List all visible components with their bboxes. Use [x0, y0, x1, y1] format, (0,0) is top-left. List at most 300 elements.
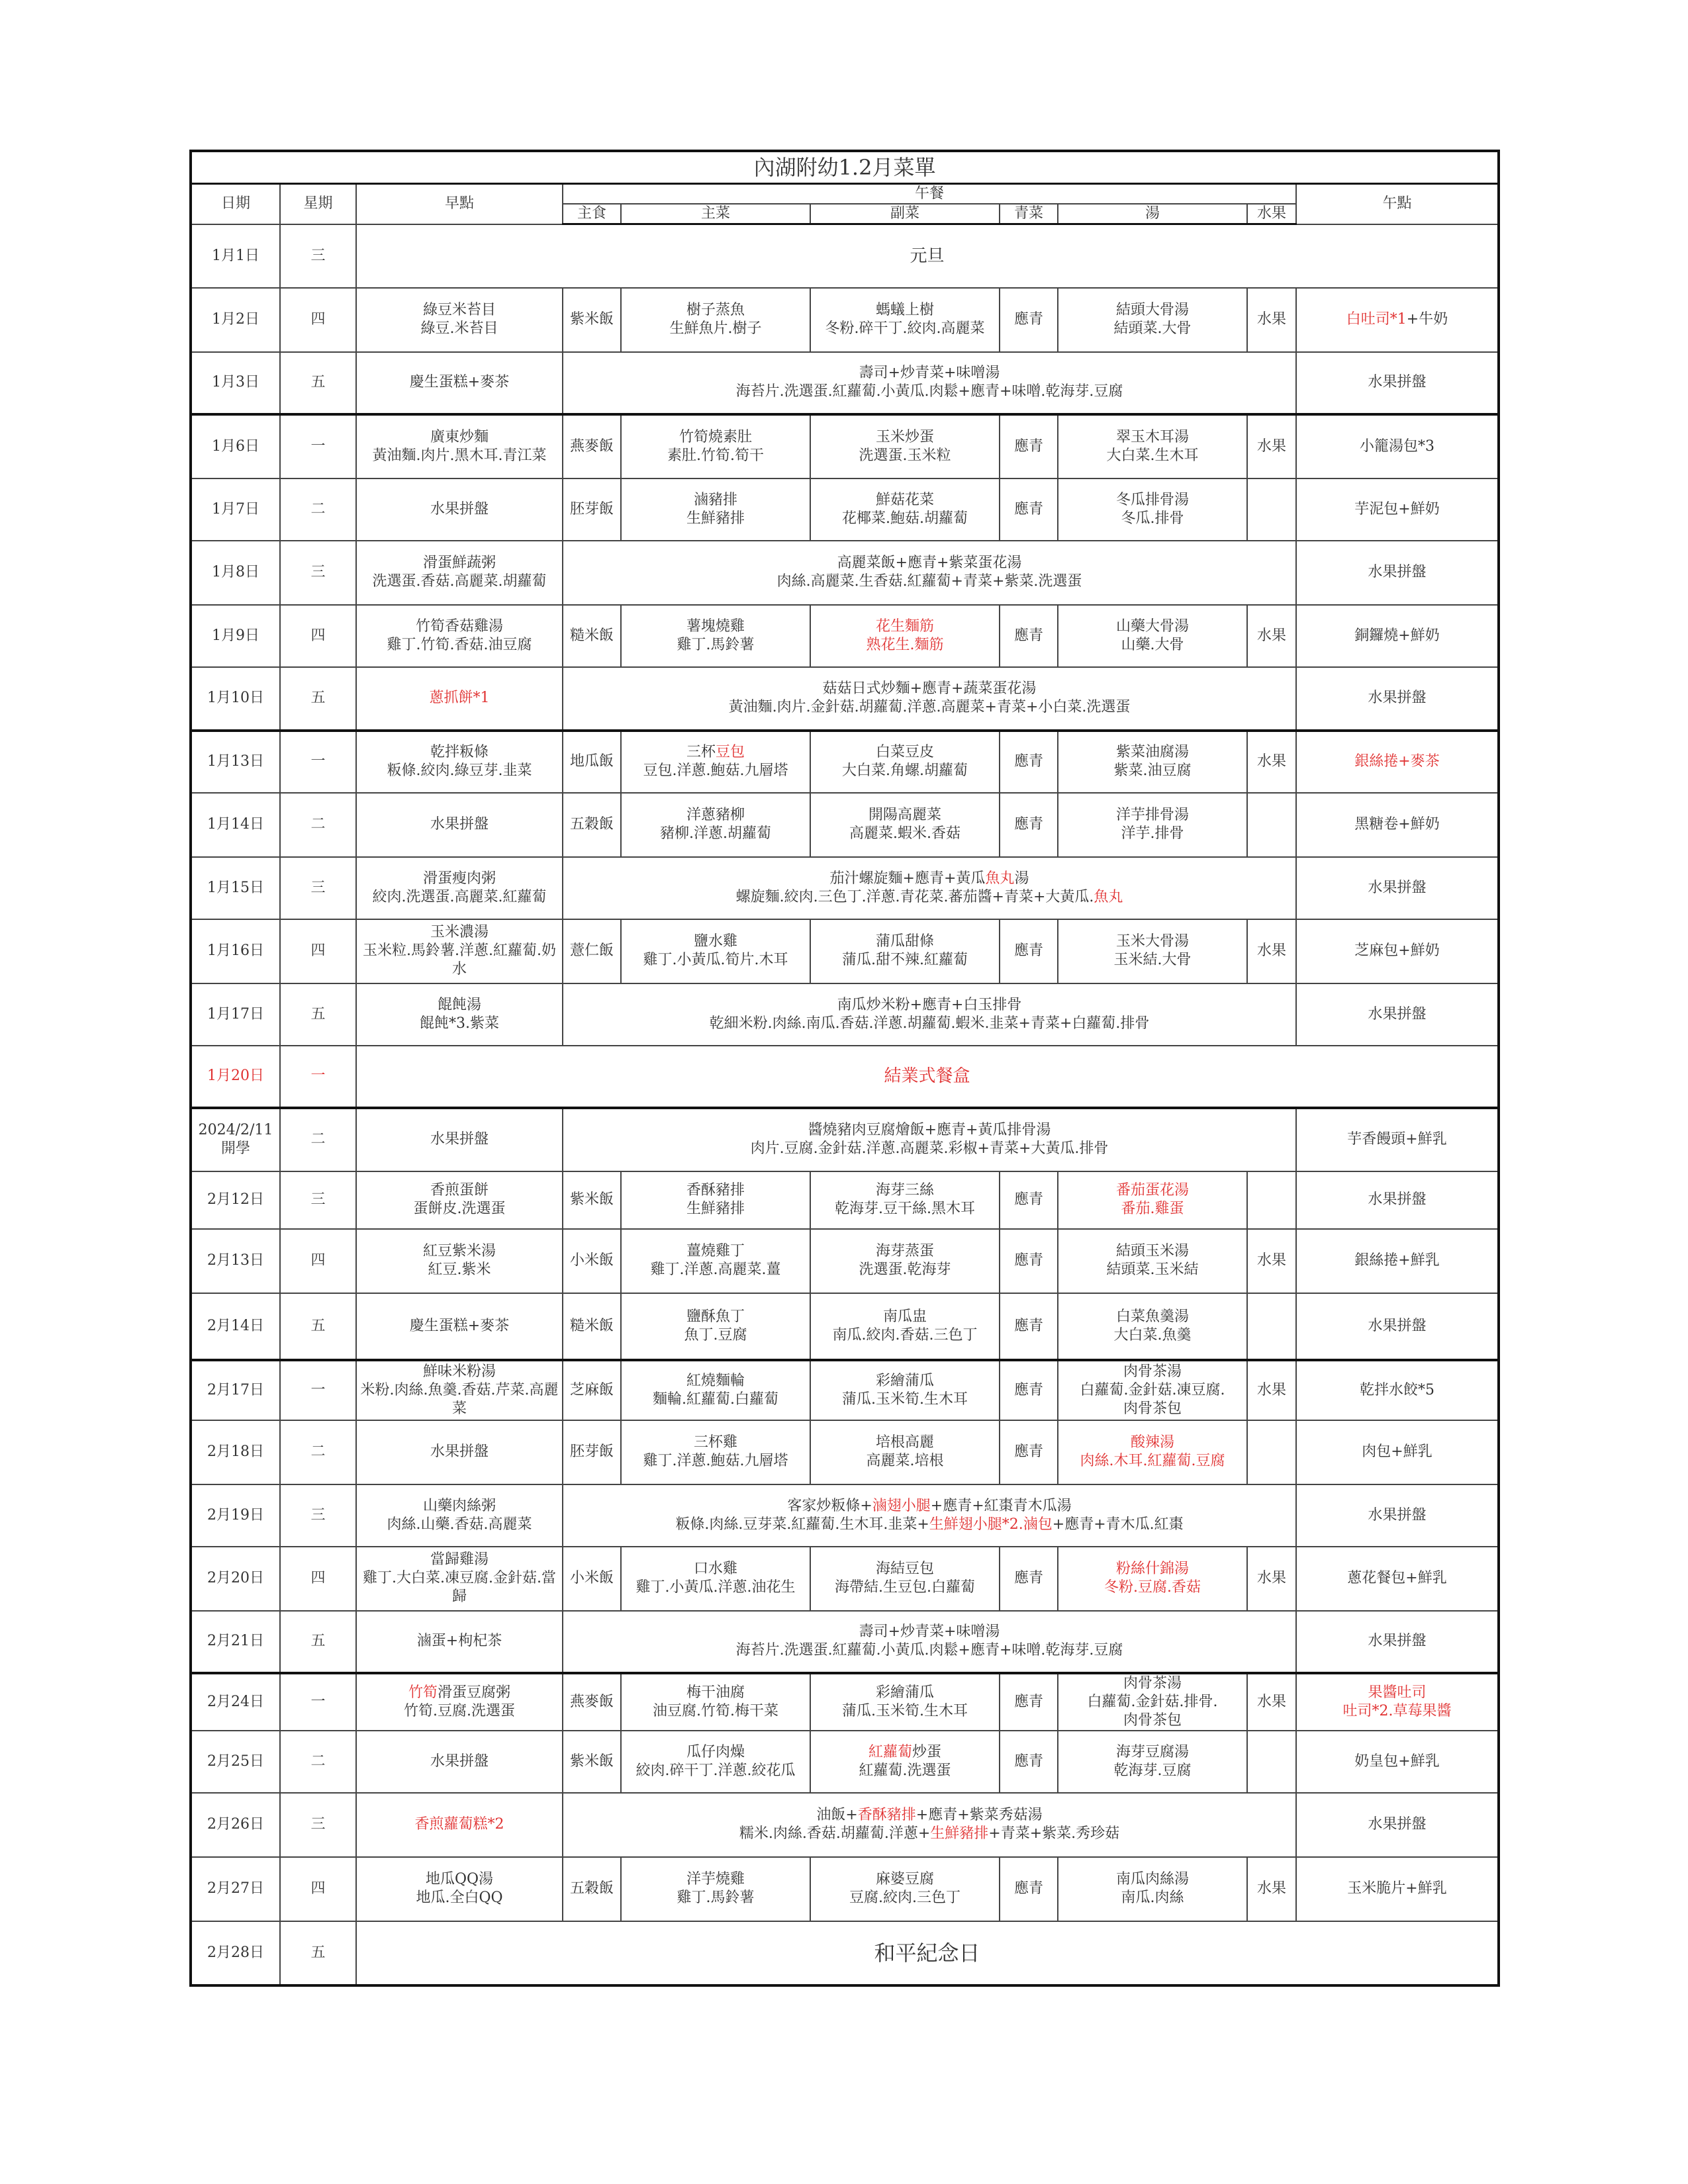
date-text: 2月20日: [207, 1570, 264, 1586]
side-dish-line: 鮮菇花菜: [875, 491, 934, 508]
snack-line: [1299, 1317, 1495, 1336]
snack-segment: 玉米脆片+鮮乳: [1347, 1880, 1447, 1897]
main-dish-segment: 豆包.洋蔥.鮑菇.九層塔: [643, 762, 788, 779]
side-dish-line: 螞蟻上樹: [875, 302, 934, 318]
soup-cell: [1058, 1229, 1247, 1293]
weekday-cell: 四: [280, 1229, 356, 1293]
weekday-cell: 二: [280, 793, 356, 857]
main-dish-line: [624, 743, 807, 762]
soup-line: 乾海芽.豆腐: [1113, 1762, 1192, 1779]
breakfast-line: 山藥肉絲粥: [422, 1497, 496, 1514]
breakfast-line: 滑蛋鮮蔬粥: [422, 555, 496, 571]
menu-row: [191, 1360, 1499, 1420]
soup-line: 結頭菜.大骨: [1113, 320, 1192, 337]
snack-segment: +牛奶: [1406, 311, 1448, 328]
lunch-segment: 生鮮豬排: [930, 1825, 989, 1842]
snack-cell: [1296, 1731, 1499, 1793]
main-dish-line: 梅干油腐: [686, 1684, 745, 1701]
weekday-cell: 三: [280, 541, 356, 605]
menu-row: [191, 1731, 1499, 1793]
lunch-segment: 肉絲.高麗菜.生香菇.紅蘿蔔+青菜+紫菜.洗選蛋: [776, 573, 1082, 590]
soup-line: 紫菜.油豆腐: [1113, 762, 1192, 779]
main-dish-cell: [621, 731, 810, 793]
date-text: 1月9日: [212, 627, 259, 644]
breakfast-line: 玉米粒.馬鈴薯.洋蔥.紅蘿蔔.奶水: [363, 942, 556, 978]
main-dish-line: 雞丁.小黃瓜.洋蔥.油花生: [635, 1579, 796, 1596]
breakfast-cell: [356, 1793, 563, 1857]
menu-body: [191, 224, 1499, 1985]
header-main: 主菜: [621, 204, 810, 224]
side-dish-line: [814, 1762, 996, 1780]
side-dish-cell: [810, 478, 1000, 541]
breakfast-cell: [356, 1673, 563, 1731]
date-text: 1月15日: [207, 879, 264, 896]
date-text: 2月24日: [207, 1693, 264, 1710]
staple-cell: 小米飯: [563, 1229, 621, 1293]
snack-cell: [1296, 731, 1499, 793]
soup-line: 白蘿蔔.金針菇.排骨.: [1087, 1693, 1218, 1710]
header-soup: 湯: [1058, 204, 1247, 224]
date-text: 2月28日: [207, 1944, 264, 1961]
veg-cell: 應青: [1000, 1171, 1058, 1229]
date-text: 2月27日: [207, 1880, 264, 1897]
menu-row: [191, 541, 1499, 605]
lunch-line: [566, 870, 1293, 888]
breakfast-line: [359, 1684, 559, 1702]
side-dish-cell: [810, 1731, 1000, 1793]
date-text: 1月1日: [212, 247, 259, 264]
veg-cell: 應青: [1000, 478, 1058, 541]
soup-cell: [1058, 1673, 1247, 1731]
breakfast-cell: [356, 1420, 563, 1484]
date-text: 2月25日: [207, 1752, 264, 1770]
side-dish-line: 蒲瓜.玉米筍.生木耳: [842, 1390, 968, 1408]
main-dish-cell: [621, 1857, 810, 1921]
date-text: 2月19日: [207, 1506, 264, 1524]
breakfast-segment: 滑蛋豆腐粥: [438, 1684, 511, 1701]
breakfast-line: 餛飩*3.紫菜: [420, 1015, 499, 1032]
side-dish-cell: [810, 288, 1000, 352]
lunch-segment: 茄汁螺旋麵+應青+黃瓜: [829, 870, 986, 887]
soup-line: 肉絲.木耳.紅蘿蔔.豆腐: [1080, 1453, 1225, 1469]
breakfast-cell: [356, 1857, 563, 1921]
date-cell: [191, 1921, 280, 1985]
soup-line: 玉米結.大骨: [1113, 952, 1192, 968]
date-cell: [191, 919, 280, 983]
lunch-line: [566, 554, 1293, 572]
breakfast-line: 紅豆紫米湯: [422, 1243, 496, 1259]
breakfast-line: 水果拼盤: [430, 816, 489, 833]
date-text: 2月18日: [207, 1443, 264, 1460]
snack-segment: 水果拼盤: [1368, 690, 1427, 706]
breakfast-line: 廣東炒麵: [430, 428, 489, 445]
breakfast-line: 雞丁.竹筍.香菇.油豆腐: [387, 636, 532, 653]
lunch-combined-cell: [563, 352, 1296, 414]
fruit-cell: 水果: [1247, 605, 1296, 667]
menu-row: [191, 1171, 1499, 1229]
breakfast-cell: [356, 1360, 563, 1420]
side-dish-line: 洗選蛋.乾海芽: [859, 1261, 951, 1278]
breakfast-cell: [356, 667, 563, 731]
side-dish-cell: [810, 1171, 1000, 1229]
breakfast-cell: [356, 478, 563, 541]
date-cell: [191, 541, 280, 605]
side-dish-line: [814, 1743, 996, 1762]
snack-cell: [1296, 1547, 1499, 1611]
main-dish-line: 生鮮豬排: [686, 510, 745, 527]
breakfast-cell: [356, 919, 563, 983]
menu-row: [191, 1611, 1499, 1673]
header-breakfast: 早點: [356, 184, 563, 224]
soup-cell: [1058, 1547, 1247, 1611]
snack-cell: [1296, 1857, 1499, 1921]
lunch-line: [566, 1623, 1293, 1641]
snack-cell: [1296, 605, 1499, 667]
weekday-cell: 三: [280, 857, 356, 919]
breakfast-cell: [356, 857, 563, 919]
lunch-segment: 南瓜炒米粉+應青+白玉排骨: [837, 996, 1022, 1013]
date-cell: [191, 1046, 280, 1108]
soup-line: 番茄.雞蛋: [1121, 1201, 1184, 1217]
weekday-cell: 五: [280, 667, 356, 731]
snack-cell: [1296, 793, 1499, 857]
breakfast-line: 綠豆.米苔目: [420, 320, 498, 337]
snack-segment: 小籠湯包*3: [1360, 437, 1435, 455]
weekday-cell: 三: [280, 1793, 356, 1857]
breakfast-cell: [356, 793, 563, 857]
staple-cell: 糙米飯: [563, 1293, 621, 1360]
snack-line: [1299, 752, 1495, 771]
soup-cell: [1058, 1420, 1247, 1484]
snack-segment: 乾拌水餃*5: [1360, 1381, 1435, 1398]
lunch-segment: 油飯+: [816, 1807, 858, 1823]
snack-cell: [1296, 1420, 1499, 1484]
side-dish-line: 開陽高麗菜: [868, 807, 941, 823]
date-text: 2月17日: [207, 1381, 264, 1398]
date-text: 2月26日: [207, 1816, 264, 1833]
snack-cell: [1296, 1293, 1499, 1360]
breakfast-line: 水果拼盤: [430, 1131, 489, 1148]
snack-cell: [1296, 478, 1499, 541]
main-dish-line: 瓜仔肉燥: [686, 1743, 745, 1760]
menu-row: [191, 224, 1499, 288]
snack-segment: 水果拼盤: [1368, 564, 1427, 580]
menu-row: [191, 1673, 1499, 1731]
soup-line: 南瓜肉絲湯: [1115, 1871, 1189, 1888]
date-cell: [191, 983, 280, 1046]
menu-row: [191, 919, 1499, 983]
breakfast-cell: [356, 288, 563, 352]
staple-cell: 地瓜飯: [563, 731, 621, 793]
menu-row: [191, 1793, 1499, 1857]
lunch-combined-cell: [563, 1108, 1296, 1171]
date-text: 1月14日: [207, 816, 264, 833]
side-dish-cell: [810, 1360, 1000, 1420]
menu-row: [191, 478, 1499, 541]
snack-line: 果醬吐司: [1368, 1684, 1427, 1701]
soup-line: 肉骨茶包: [1123, 1711, 1182, 1729]
date-text: 2月21日: [207, 1633, 264, 1649]
side-dish-line: 海芽蒸蛋: [875, 1243, 934, 1259]
weekday-cell: 一: [280, 414, 356, 478]
fruit-cell: 水果: [1247, 1857, 1296, 1921]
weekday-cell: 五: [280, 1293, 356, 1360]
snack-segment: 水果拼盤: [1368, 1633, 1427, 1649]
soup-cell: [1058, 1731, 1247, 1793]
date-cell: [191, 478, 280, 541]
main-dish-line: 素肚.竹筍.筍干: [667, 447, 764, 464]
snack-line: [1299, 942, 1495, 960]
veg-cell: 應青: [1000, 919, 1058, 983]
staple-cell: 紫米飯: [563, 1731, 621, 1793]
breakfast-line: 雞丁.大白菜.凍豆腐.金針菇.當歸: [363, 1570, 556, 1605]
main-dish-line: 樹子蒸魚: [686, 302, 745, 318]
soup-line: 山藥大骨湯: [1115, 617, 1189, 635]
main-dish-line: 薑燒雞丁: [686, 1243, 745, 1259]
side-dish-line: 花生麵筋: [875, 617, 934, 635]
fruit-cell: [1247, 1420, 1296, 1484]
snack-segment: 芋泥包+鮮奶: [1354, 500, 1440, 518]
side-dish-cell: [810, 605, 1000, 667]
side-dish-cell: [810, 1673, 1000, 1731]
snack-cell: [1296, 414, 1499, 478]
lunch-segment: 螺旋麵.絞肉.三色丁.洋蔥.青花菜.蕃茄醬+青菜+大黃瓜.: [735, 888, 1094, 905]
snack-cell: [1296, 1229, 1499, 1293]
side-dish-line: 培根高麗: [875, 1434, 934, 1451]
header-fruit: 水果: [1247, 204, 1296, 224]
soup-line: 翠玉木耳湯: [1115, 428, 1189, 445]
breakfast-cell: [356, 1293, 563, 1360]
side-dish-line: 麻婆豆腐: [875, 1871, 934, 1888]
side-dish-line: 高麗菜.蝦米.香菇: [849, 825, 961, 842]
veg-cell: 應青: [1000, 1731, 1058, 1793]
lunch-segment: 菇菇日式炒麵+應青+蔬菜蛋花湯: [822, 680, 1037, 697]
breakfast-line: [359, 1702, 559, 1721]
side-dish-segment: 紅蘿蔔.洗選蛋: [859, 1762, 951, 1779]
weekday-cell: 二: [280, 1420, 356, 1484]
date-text: 1月8日: [212, 564, 259, 580]
snack-line: [1299, 563, 1495, 582]
date-cell: [191, 414, 280, 478]
date-text: 1月13日: [207, 753, 264, 770]
snack-segment: 水果拼盤: [1368, 1191, 1427, 1208]
menu-row: [191, 793, 1499, 857]
date-text: 1月16日: [207, 942, 264, 959]
snack-segment: 奶皇包+鮮乳: [1354, 1752, 1440, 1770]
snack-segment: 銀絲捲+鮮乳: [1354, 1252, 1440, 1269]
side-dish-line: 豆腐.絞肉.三色丁: [849, 1889, 961, 1906]
weekday-cell: 一: [280, 731, 356, 793]
fruit-cell: 水果: [1247, 1229, 1296, 1293]
weekday-cell: 一: [280, 1360, 356, 1420]
main-dish-cell: [621, 1420, 810, 1484]
weekday-cell: 四: [280, 288, 356, 352]
menu-row: [191, 1857, 1499, 1921]
side-dish-line: 彩繪蒲瓜: [875, 1372, 934, 1389]
lunch-line: [566, 996, 1293, 1015]
date-cell: [191, 1857, 280, 1921]
veg-cell: 應青: [1000, 1857, 1058, 1921]
main-dish-segment: 豆包: [716, 744, 745, 760]
date-cell: [191, 605, 280, 667]
veg-cell: 應青: [1000, 1360, 1058, 1420]
soup-line: 大白菜.生木耳: [1106, 447, 1199, 464]
fruit-cell: 水果: [1247, 1673, 1296, 1731]
breakfast-line: 水果拼盤: [430, 500, 489, 518]
snack-line: [1299, 689, 1495, 707]
veg-cell: 應青: [1000, 1420, 1058, 1484]
main-dish-line: 薯塊燒雞: [686, 617, 745, 635]
main-dish-line: 鹽水雞: [693, 933, 737, 950]
snack-line: [1299, 310, 1495, 329]
side-dish-line: 洗選蛋.玉米粒: [859, 447, 951, 464]
soup-cell: [1058, 1171, 1247, 1229]
snack-line: [1299, 1632, 1495, 1651]
snack-line: [1299, 1130, 1495, 1149]
lunch-segment: 壽司+炒青菜+味噌湯: [859, 1623, 1000, 1640]
closing-ceremony-cell: 結業式餐盒: [356, 1046, 1499, 1108]
date-cell: [191, 1793, 280, 1857]
page-title: 內湖附幼1.2月菜單: [191, 151, 1499, 184]
lunch-segment: 魚丸: [985, 870, 1015, 887]
breakfast-line: 香煎蛋餅: [430, 1182, 489, 1199]
lunch-line: [566, 1825, 1293, 1843]
menu-row: [191, 1229, 1499, 1293]
side-dish-line: 冬粉.碎干丁.絞肉.高麗菜: [825, 320, 985, 337]
main-dish-line: [624, 762, 807, 780]
main-dish-line: 雞丁.馬鈴薯: [677, 1889, 755, 1906]
snack-line: [1299, 1815, 1495, 1834]
lunch-combined-cell: [563, 541, 1296, 605]
menu-row: [191, 288, 1499, 352]
breakfast-line: 鮮味米粉湯: [422, 1363, 496, 1380]
snack-segment: 芋香饅頭+鮮乳: [1347, 1131, 1447, 1148]
main-dish-cell: [621, 288, 810, 352]
main-dish-cell: [621, 1293, 810, 1360]
menu-row: [191, 1108, 1499, 1171]
breakfast-cell: [356, 1484, 563, 1547]
soup-line: 冬瓜排骨湯: [1115, 491, 1189, 508]
staple-cell: 五穀飯: [563, 793, 621, 857]
lunch-segment: 滷翅小腿: [872, 1497, 931, 1514]
header-lunch: 午餐: [563, 184, 1296, 205]
weekday-cell: 二: [280, 478, 356, 541]
soup-cell: [1058, 605, 1247, 667]
snack-line: [1299, 1752, 1495, 1771]
date-text: 2月14日: [207, 1317, 264, 1334]
menu-row: [191, 1484, 1499, 1547]
main-dish-line: 三杯雞: [693, 1434, 737, 1451]
weekday-cell: 一: [280, 1046, 356, 1108]
lunch-segment: 生鮮翅小腿*2.滷包: [929, 1516, 1053, 1533]
side-dish-segment: 炒蛋: [912, 1743, 942, 1760]
weekday-cell: 五: [280, 1921, 356, 1985]
date-cell: [191, 352, 280, 414]
breakfast-cell: [356, 541, 563, 605]
date-cell: [191, 1731, 280, 1793]
snack-cell: [1296, 1611, 1499, 1673]
breakfast-line: 竹筍香菇雞湯: [415, 617, 503, 635]
lunch-segment: 海苔片.洗選蛋.紅蘿蔔.小黃瓜.肉鬆+應青+味噌.乾海芽.豆腐: [735, 1642, 1123, 1659]
soup-cell: [1058, 731, 1247, 793]
breakfast-cell: [356, 352, 563, 414]
veg-cell: 應青: [1000, 288, 1058, 352]
snack-cell: [1296, 352, 1499, 414]
side-dish-line: 海帶結.生豆包.白蘿蔔: [835, 1579, 975, 1596]
breakfast-line: 菜: [451, 1400, 467, 1417]
side-dish-line: 高麗菜.培根: [866, 1453, 944, 1469]
breakfast-cell: [356, 1547, 563, 1611]
breakfast-line: 滷蛋+枸杞茶: [416, 1633, 502, 1649]
soup-line: 海芽豆腐湯: [1115, 1743, 1189, 1760]
lunch-segment: 乾細米粉.肉絲.南瓜.香菇.洋蔥.胡蘿蔔.蝦米.韭菜+青菜+白蘿蔔.排骨: [709, 1015, 1150, 1032]
snack-cell: [1296, 1171, 1499, 1229]
fruit-cell: 水果: [1247, 919, 1296, 983]
lunch-line: [566, 1516, 1293, 1534]
lunch-line: [566, 888, 1293, 907]
main-dish-line: 麵輪.紅蘿蔔.白蘿蔔: [653, 1390, 778, 1408]
date-cell: [191, 1293, 280, 1360]
snack-segment: 水果拼盤: [1368, 374, 1427, 390]
staple-cell: 薏仁飯: [563, 919, 621, 983]
side-dish-line: 花椰菜.鮑菇.胡蘿蔔: [842, 510, 968, 527]
staple-cell: 糙米飯: [563, 605, 621, 667]
side-dish-cell: [810, 1547, 1000, 1611]
date-text: 2月13日: [207, 1252, 264, 1269]
breakfast-line: 粄條.絞肉.綠豆芽.韭菜: [387, 762, 532, 779]
lunch-segment: 糯米.肉絲.香菇.胡蘿蔔.洋蔥+: [739, 1825, 931, 1842]
weekday-cell: 二: [280, 1731, 356, 1793]
fruit-cell: [1247, 1731, 1296, 1793]
soup-line: 洋芋.排骨: [1121, 825, 1184, 842]
side-dish-cell: [810, 1420, 1000, 1484]
breakfast-segment: 竹筍.豆腐.洗選蛋: [404, 1702, 515, 1719]
snack-cell: [1296, 1108, 1499, 1171]
lunch-combined-cell: [563, 667, 1296, 731]
snack-line: [1299, 627, 1495, 645]
breakfast-line: 當歸雞湯: [430, 1551, 489, 1568]
menu-row: [191, 1420, 1499, 1484]
lunch-line: [566, 364, 1293, 383]
date-text: 1月3日: [212, 374, 259, 390]
main-dish-cell: [621, 793, 810, 857]
snack-cell: [1296, 541, 1499, 605]
soup-line: 結頭大骨湯: [1115, 302, 1189, 318]
snack-segment: 水果拼盤: [1368, 1005, 1427, 1023]
snack-segment: 黑糖卷+鮮奶: [1354, 816, 1440, 833]
snack-line: [1299, 1251, 1495, 1270]
snack-line: 吐司*2.草莓果醬: [1342, 1702, 1452, 1719]
lunch-combined-cell: [563, 857, 1296, 919]
lunch-line: [566, 1140, 1293, 1158]
weekday-cell: 二: [280, 1108, 356, 1171]
date-text: 2024/2/11: [198, 1122, 273, 1138]
lunch-segment: 粄條.肉絲.豆芽菜.紅蘿蔔.生木耳.韭菜+: [675, 1516, 929, 1533]
date-text: 1月10日: [207, 690, 264, 706]
snack-line: [1299, 1569, 1495, 1588]
breakfast-line: 滑蛋瘦肉粥: [422, 870, 496, 887]
soup-cell: [1058, 288, 1247, 352]
weekday-cell: 三: [280, 1171, 356, 1229]
lunch-line: [566, 1641, 1293, 1660]
veg-cell: 應青: [1000, 1673, 1058, 1731]
main-dish-line: 香酥豬排: [686, 1182, 745, 1199]
breakfast-line: 餛飩湯: [437, 996, 481, 1013]
snack-cell: [1296, 1360, 1499, 1420]
soup-line: 結頭菜.玉米結: [1106, 1261, 1199, 1278]
soup-cell: [1058, 414, 1247, 478]
lunch-segment: 湯: [1014, 870, 1029, 887]
